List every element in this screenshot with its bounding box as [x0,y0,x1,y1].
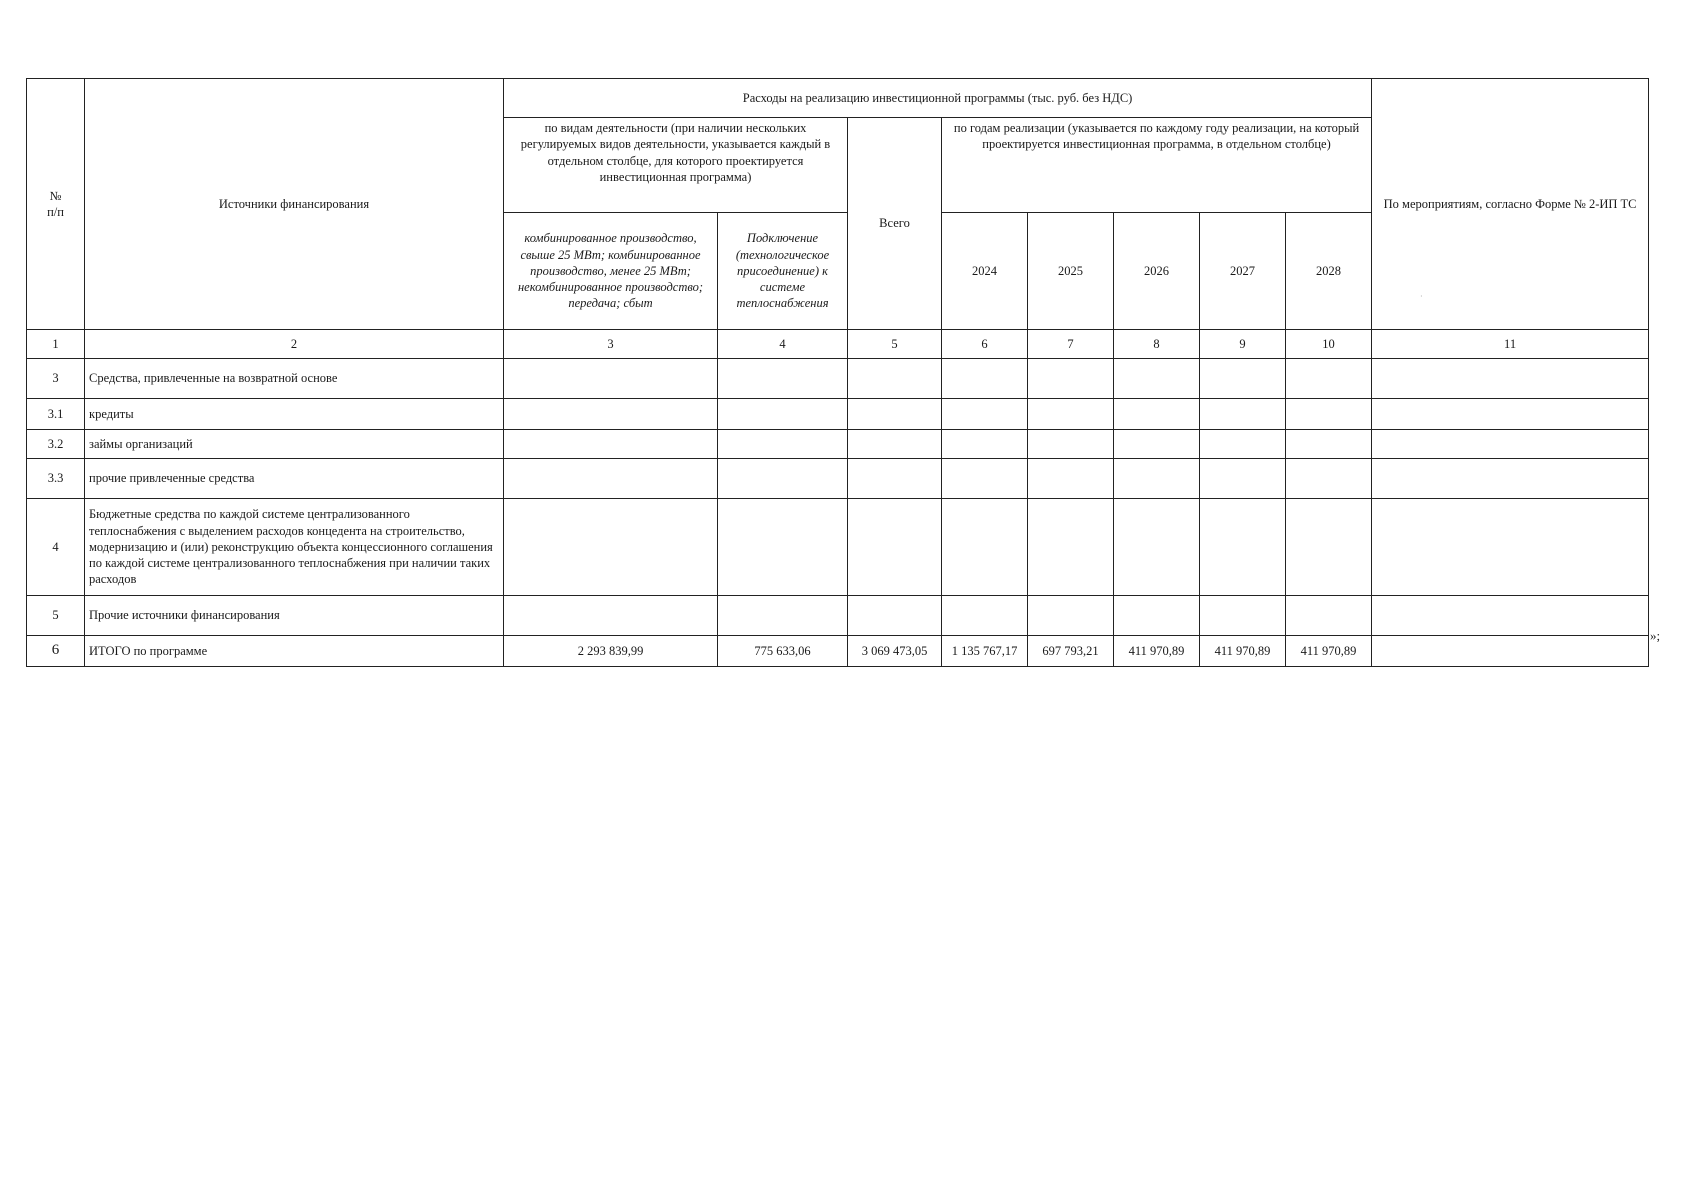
header-year-2024: 2024 [942,213,1028,330]
empty-cell [848,459,942,499]
empty-cell [1372,430,1649,459]
header-by-measure-cell: По мероприятиям, согласно Форме № 2-ИП ТС [1372,79,1649,330]
column-number: 8 [1114,330,1200,359]
empty-cell [718,459,848,499]
table-row [27,430,1649,459]
empty-cell [942,359,1028,399]
empty-cell [1372,399,1649,430]
empty-cell [504,430,718,459]
row-source: Бюджетные средства по каждой системе централизованного теплоснабжения с выделением расходов концедента на строительство, модернизацию и (или) реконструкцию объекта концессионного соглашения по каждой системе централизованного теплоснабжения при наличии таких расходов [85,499,504,596]
empty-cell [1028,399,1114,430]
column-number: 9 [1200,330,1286,359]
column-number: 4 [718,330,848,359]
empty-cell [504,399,718,430]
closing-quote-mark: »; [1650,628,1661,643]
column-number: 2 [85,330,504,359]
row-number: 5 [27,596,85,636]
total-2024-value: 1 135 767,17 [942,636,1028,667]
empty-cell [848,596,942,636]
empty-cell [718,499,848,596]
empty-cell [1286,399,1372,430]
empty-cell [1200,359,1286,399]
empty-cell [1200,596,1286,636]
empty-cell [1114,499,1200,596]
empty-cell [1372,636,1649,667]
table-row [27,459,1649,499]
empty-cell [1028,359,1114,399]
total-activity-1-value: 2 293 839,99 [504,636,718,667]
header-total-cell: Всего [848,118,942,330]
total-all-value: 3 069 473,05 [848,636,942,667]
empty-cell [1200,499,1286,596]
empty-cell [1028,596,1114,636]
empty-cell [1028,459,1114,499]
total-row [27,636,1649,667]
row-number: 3.3 [27,459,85,499]
empty-cell [1286,596,1372,636]
column-number: 11 [1372,330,1649,359]
total-2027-value: 411 970,89 [1200,636,1286,667]
row-source: Прочие источники финансирования [85,596,504,636]
header-row-1 [27,79,1649,118]
row-source: Средства, привлеченные на возвратной основе [85,359,504,399]
empty-cell [718,430,848,459]
row-source: прочие привлеченные средства [85,459,504,499]
row-source: ИТОГО по программе [85,636,504,667]
header-activity-1-cell: комбинированное производство, свыше 25 МВт; комбинированное производство, менее 25 МВт; некомбинированное производство; передача; сбыт [504,213,718,330]
column-number: 7 [1028,330,1114,359]
total-2026-value: 411 970,89 [1114,636,1200,667]
column-number: 6 [942,330,1028,359]
empty-cell [848,430,942,459]
empty-cell [718,399,848,430]
header-source-cell: Источники финансирования [85,79,504,330]
empty-cell [1028,499,1114,596]
empty-cell [1200,459,1286,499]
empty-cell [942,459,1028,499]
scan-mark: · [1420,292,1423,301]
row-number: 3 [27,359,85,399]
empty-cell [1200,430,1286,459]
header-year-2027: 2027 [1200,213,1286,330]
table-row [27,596,1649,636]
row-number: 4 [27,499,85,596]
column-number: 3 [504,330,718,359]
empty-cell [1114,399,1200,430]
header-by-year-cell: по годам реализации (указывается по каждому году реализации, на который проектируется инвестиционная программа, в отдельном столбце) [942,118,1372,213]
table-row [27,359,1649,399]
empty-cell [942,499,1028,596]
header-year-2025: 2025 [1028,213,1114,330]
column-number: 10 [1286,330,1372,359]
header-year-2026: 2026 [1114,213,1200,330]
header-expenses-title: Расходы на реализацию инвестиционной программы (тыс. руб. без НДС) [504,79,1372,118]
empty-cell [1286,430,1372,459]
row-source: займы организаций [85,430,504,459]
row-number: 6 [27,636,85,667]
empty-cell [504,596,718,636]
column-number: 1 [27,330,85,359]
empty-cell [504,459,718,499]
empty-cell [1114,459,1200,499]
empty-cell [848,359,942,399]
total-activity-2-value: 775 633,06 [718,636,848,667]
empty-cell [1372,499,1649,596]
empty-cell [1200,399,1286,430]
total-2025-value: 697 793,21 [1028,636,1114,667]
empty-cell [1372,459,1649,499]
header-year-2028: 2028 [1286,213,1372,330]
empty-cell [942,596,1028,636]
header-by-activity-cell: по видам деятельности (при наличии нескольких регулируемых видов деятельности, указывается каждый в отдельном столбце, для которого проектируется инвестиционная программа) [504,118,848,213]
row-number: 3.1 [27,399,85,430]
header-num-cell: № п/п [27,79,85,330]
empty-cell [1286,359,1372,399]
empty-cell [718,596,848,636]
empty-cell [848,499,942,596]
empty-cell [848,399,942,430]
table-row [27,499,1649,596]
empty-cell [1372,596,1649,636]
row-source: кредиты [85,399,504,430]
total-2028-value: 411 970,89 [1286,636,1372,667]
header-activity-2-cell: Подключение (технологическое присоединение) к системе теплоснабжения [718,213,848,330]
financing-sources-table [26,78,1649,667]
empty-cell [1114,359,1200,399]
column-number-row [27,330,1649,359]
row-number: 3.2 [27,430,85,459]
empty-cell [1028,430,1114,459]
empty-cell [1286,499,1372,596]
column-number: 5 [848,330,942,359]
empty-cell [1114,430,1200,459]
table-row [27,399,1649,430]
empty-cell [718,359,848,399]
empty-cell [504,359,718,399]
empty-cell [1372,359,1649,399]
empty-cell [1286,459,1372,499]
empty-cell [504,499,718,596]
empty-cell [942,430,1028,459]
empty-cell [1114,596,1200,636]
empty-cell [942,399,1028,430]
